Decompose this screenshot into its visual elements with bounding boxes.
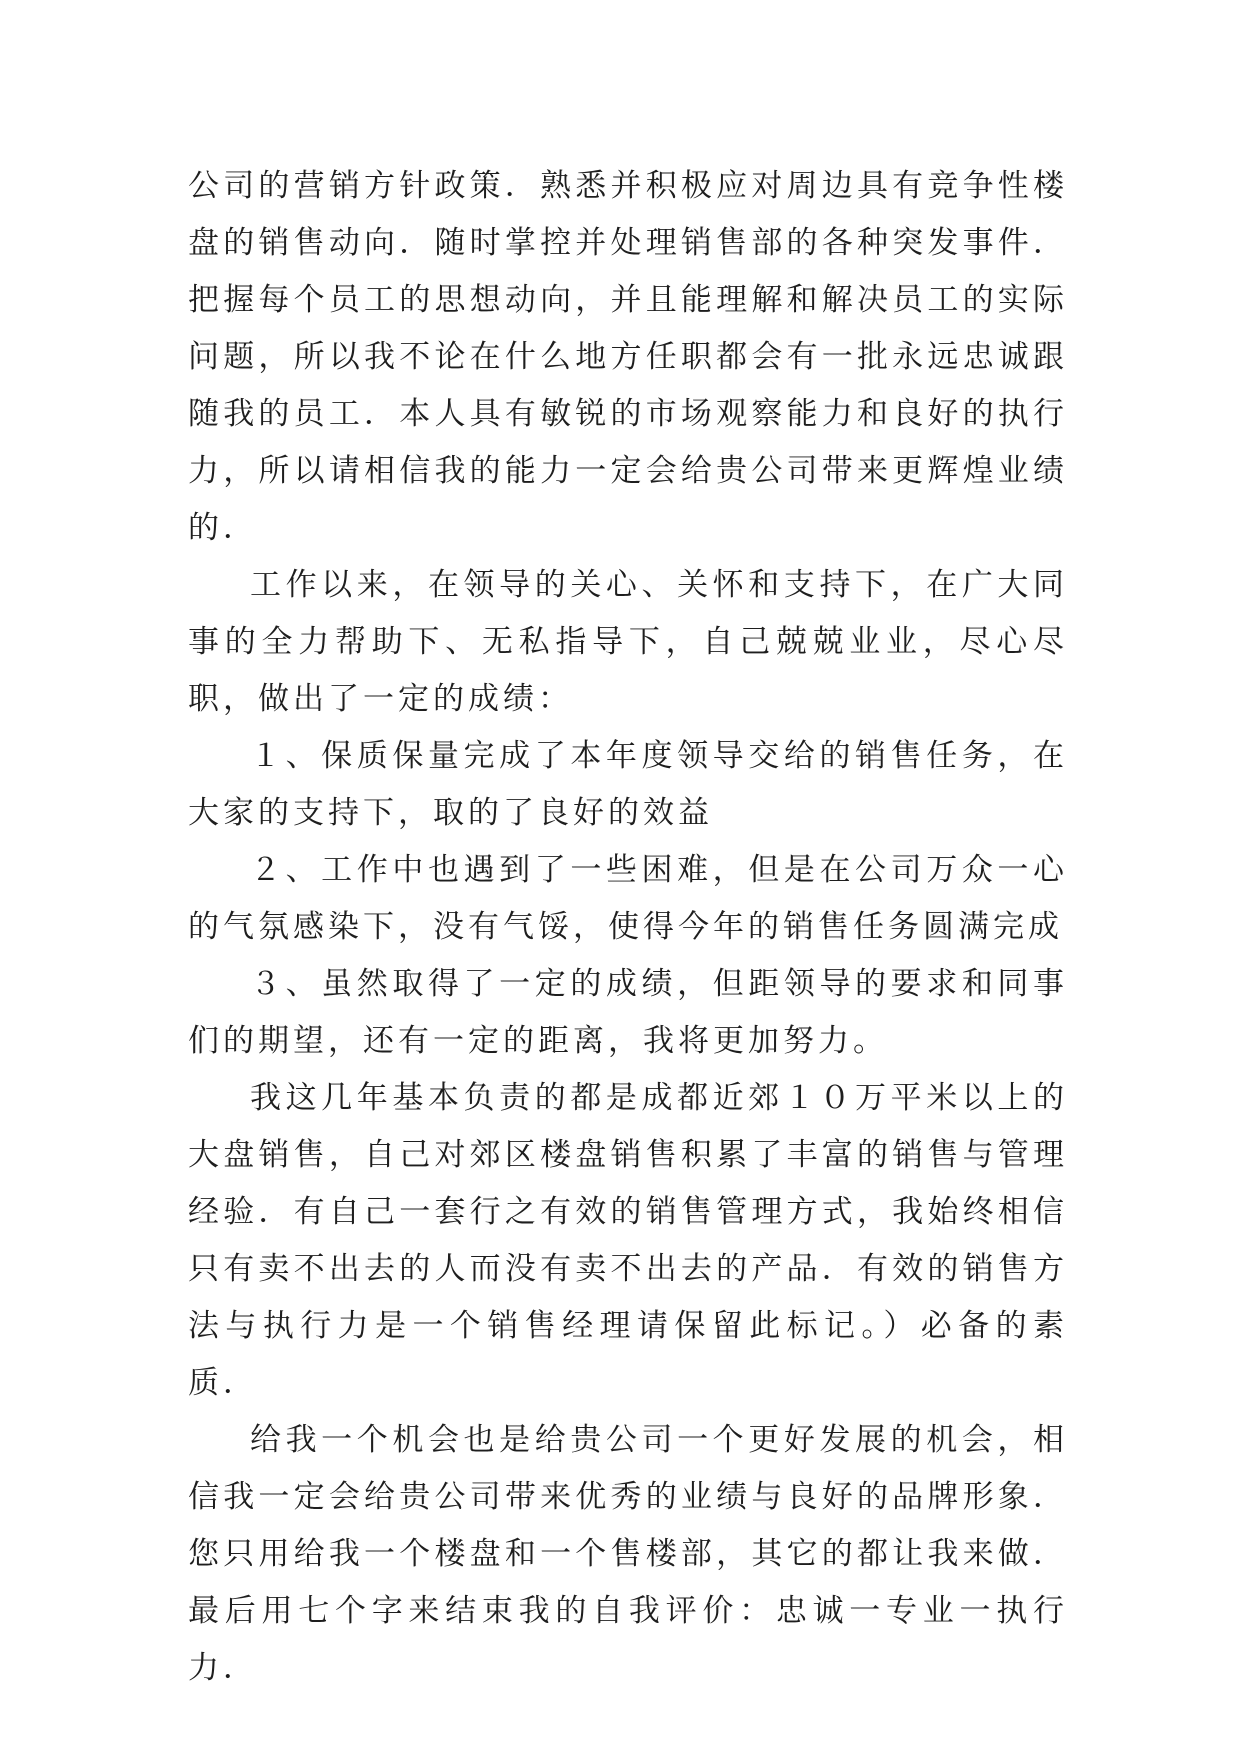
list-item-2: ２、工作中也遇到了一些困难，但是在公司万众一心的气氛感染下，没有气馁，使得今年的销售任务圆满完成	[188, 852, 1068, 945]
paragraph-4: 给我一个机会也是给贵公司一个更好发展的机会，相信我一定会给贵公司带来优秀的业绩与良好的品牌形象．您只用给我一个楼盘和一个售楼部，其它的都让我来做．最后用七个字来结束我的自我评价：忠诚一专业一执行力．	[188, 1422, 1068, 1686]
paragraph-1: 公司的营销方针政策．熟悉并积极应对周边具有竞争性楼盘的销售动向．随时掌控并处理销售部的各种突发事件．把握每个员工的思想动向，并且能理解和解决员工的实际问题，所以我不论在什么地方任职都会有一批永远忠诚跟随我的员工．本人具有敏锐的市场观察能力和良好的执行力，所以请相信我的能力一定会给贵公司带来更辉煌业绩的．	[188, 168, 1068, 546]
paragraph-3: 我这几年基本负责的都是成都近郊１０万平米以上的大盘销售，自己对郊区楼盘销售积累了丰富的销售与管理经验．有自己一套行之有效的销售管理方式，我始终相信只有卖不出去的人而没有卖不出去的产品．有效的销售方法与执行力是一个销售经理请保留此标记。）必备的素质．	[188, 1080, 1068, 1401]
list-item-3: ３、虽然取得了一定的成绩，但距领导的要求和同事们的期望，还有一定的距离，我将更加努力。	[188, 966, 1068, 1059]
paragraph-2: 工作以来，在领导的关心、关怀和支持下，在广大同事的全力帮助下、无私指导下，自己兢兢业业，尽心尽职，做出了一定的成绩：	[188, 567, 1068, 717]
document-body	[188, 158, 1068, 1697]
list-item-1: １、保质保量完成了本年度领导交给的销售任务，在大家的支持下，取的了良好的效益	[188, 738, 1068, 831]
